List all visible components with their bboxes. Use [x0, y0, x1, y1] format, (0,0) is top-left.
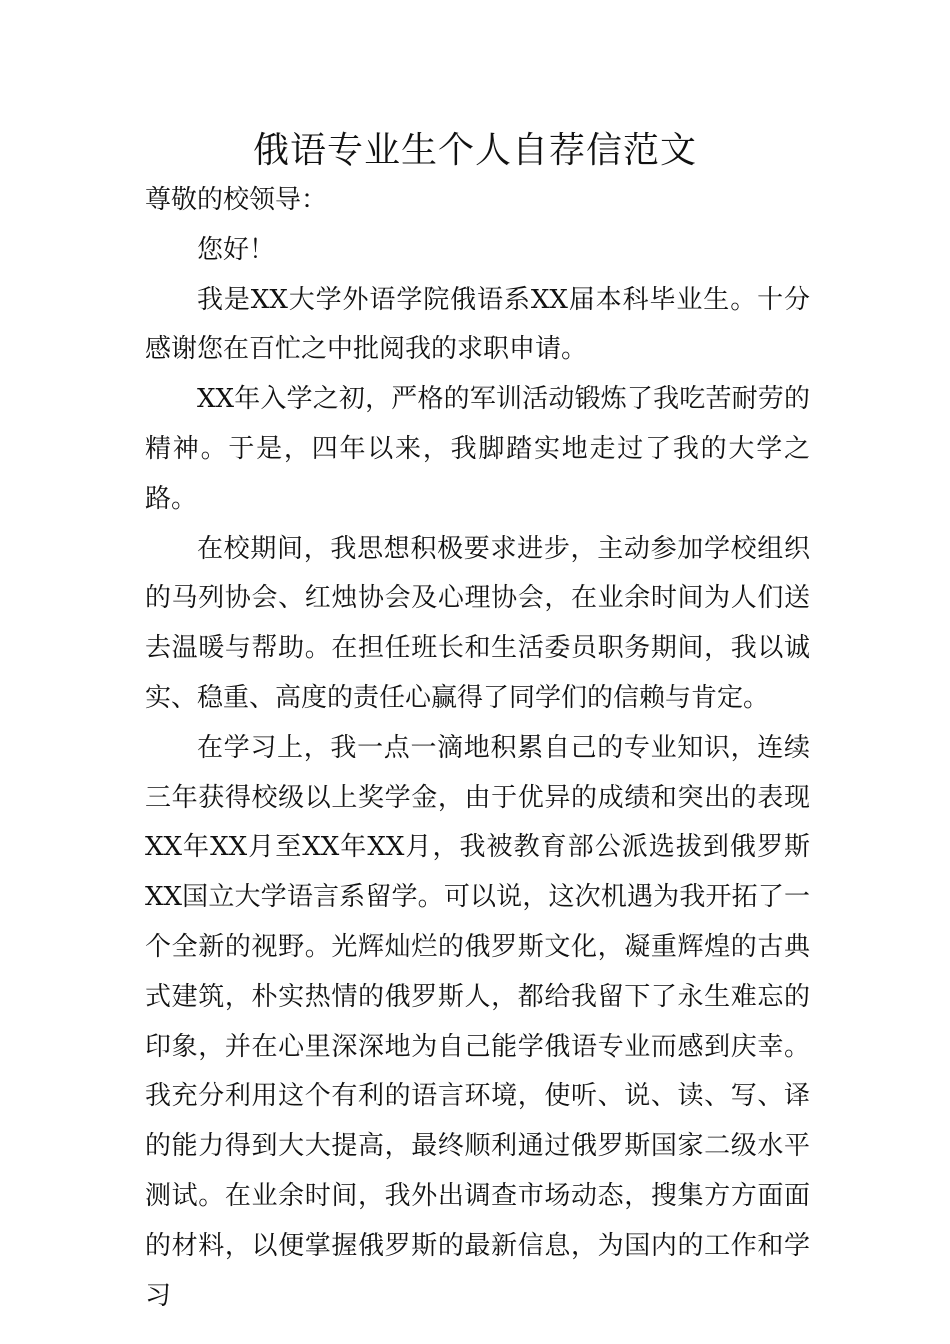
salutation: 尊敬的校领导： — [145, 185, 328, 215]
paragraph-study-abroad: 在学习上，我一点一滴地积累自己的专业知识，连续三年获得校级以上奖学金，由于优异的成绩和突出的表现XX年XX月至XX年XX月，我被教育部公派选拔到俄罗斯XX国立大学语言系留学。可以说，这次机遇为我开拓了一个全新的视野。光辉灿烂的俄罗斯文化，凝重辉煌的古典式建筑，朴实热情的俄罗斯人，都给我留下了永生难忘的印象，并在心里深深地为自己能学俄语专业而感到庆幸。我充分利用这个有利的语言环境，使听、说、读、写、译的能力得到大大提高，最终顺利通过俄罗斯国家二级水平测试。在业余时间，我外出调查市场动态，搜集方方面面的材料，以便掌握俄罗斯的最新信息，为国内的工作和学习 — [145, 732, 810, 1311]
letter-body — [145, 176, 810, 1321]
paragraph-campus-activities: 在校期间，我思想积极要求进步，主动参加学校组织的马列协会、红烛协会及心理协会，在业余时间为人们送去温暖与帮助。在担任班长和生活委员职务期间，我以诚实、稳重、高度的责任心赢得了同学们的信赖与肯定。 — [145, 533, 810, 713]
document-title: 俄语专业生个人自荐信范文 — [252, 130, 697, 171]
paragraph-greeting: 您好！ — [197, 234, 276, 265]
paragraph-military-training: XX年入学之初，严格的军训活动锻炼了我吃苦耐劳的精神。于是，四年以来，我脚踏实地走过了我的大学之路。 — [145, 384, 810, 514]
paragraph-introduction: 我是XX大学外语学院俄语系XX届本科毕业生。十分感谢您在百忙之中批阅我的求职申请。 — [145, 284, 810, 365]
